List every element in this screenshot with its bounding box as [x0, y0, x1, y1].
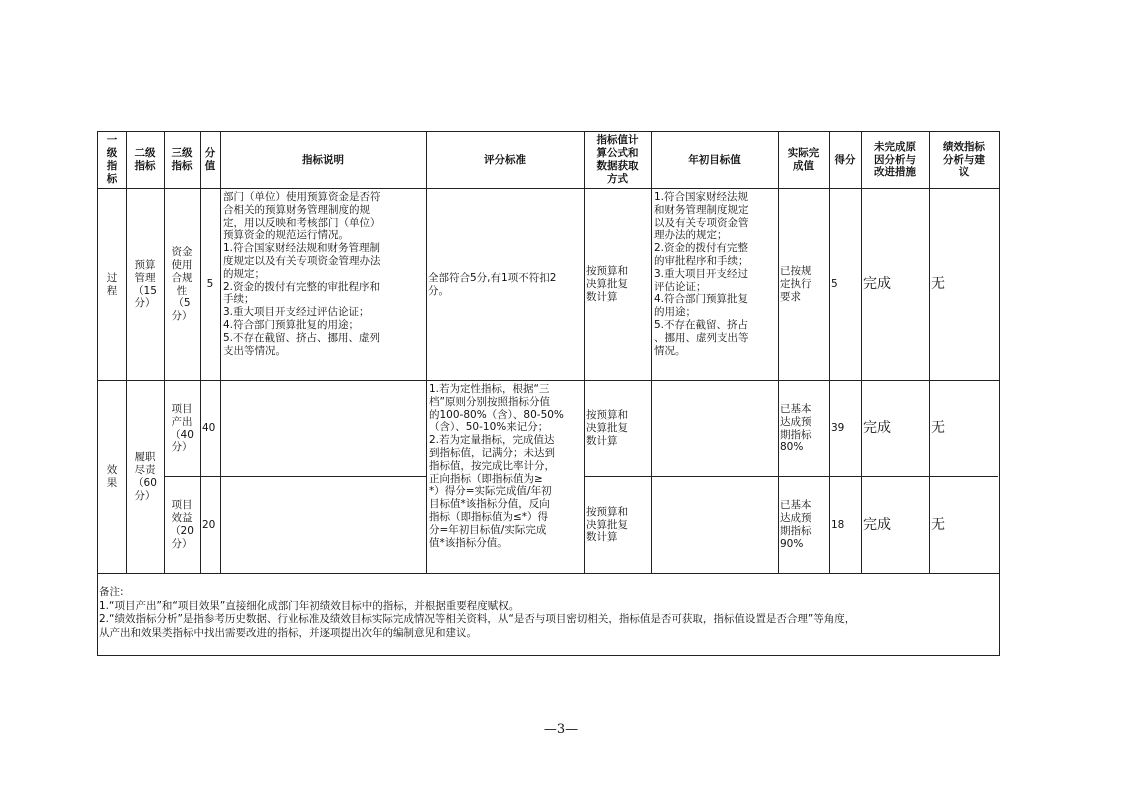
page-number: —3—	[543, 722, 579, 737]
notes-line-3: 从产出和效果类指标中找出需要改进的指标，并逐项提出次年的编制意见和建议。	[99, 626, 477, 639]
header-formula: 指标值计 算公式和 数据获取 方式	[596, 134, 639, 185]
fund-compliance-analysis: 无	[931, 276, 945, 293]
header-level2: 二级 指标	[134, 147, 156, 172]
fund-compliance-got-score: 5	[831, 278, 838, 291]
output-analysis: 无	[931, 420, 945, 437]
budget-management-level2: 预算 管理 （15 分）	[133, 258, 157, 310]
fund-compliance-reason: 完成	[863, 276, 891, 293]
header-actual: 实际完 成值	[787, 147, 820, 172]
effect-criteria: 1.若为定性指标，根据“三 档”原则分别按照指标分值 的100-80%（含）、80-50% （含）、50-10%来记分； 2.若为定量指标，完成值达 到指标值，记满分；未达到 指标值，按完成比率计分， 正向指标（即指标值为≥ *）得分=实际完成值/年初 目标值*该指标分值，反向 指标（即指标值为≤*）得 分=年初目标值/实际完成 值*该指标分值。	[429, 383, 564, 549]
benefit-score: 20	[202, 518, 216, 531]
header-level3: 三级 指标	[171, 147, 193, 172]
header-score: 分 值	[204, 147, 216, 172]
performance-table	[97, 131, 1000, 656]
fund-compliance-score: 5	[206, 278, 214, 291]
output-actual: 已基本 达成预 期指标 80%	[780, 402, 812, 454]
output-level3: 项目 产出 （40 分）	[170, 402, 194, 454]
fund-compliance-actual: 已按规 定执行 要求	[780, 265, 812, 303]
benefit-level3: 项目 效益 （20 分）	[170, 499, 194, 550]
header-got-score: 得分	[834, 153, 856, 166]
header-criteria: 评分标准	[484, 153, 526, 166]
header-reason: 未完成原 因分析与 改进措施	[874, 140, 916, 179]
fund-compliance-level3: 资金 使用 合规 性 （5 分）	[171, 246, 193, 323]
output-score: 40	[202, 422, 216, 435]
header-analysis: 绩效指标 分析与建 议	[943, 140, 985, 179]
benefit-actual: 已基本 达成预 期指标 90%	[780, 499, 812, 550]
benefit-analysis: 无	[931, 516, 945, 533]
notes-line-1: 1.“项目产出”和“项目效果”直接细化成部门年初绩效目标中的指标，并根据重要程度赋权。	[99, 599, 520, 612]
notes-title: 备注:	[99, 586, 124, 598]
duty-level2: 履职 尽责 （60 分）	[133, 451, 157, 502]
effect-level1: 效 果	[106, 464, 118, 489]
benefit-got-score: 18	[831, 518, 845, 531]
output-reason: 完成	[863, 420, 891, 437]
header-level1: 一 级 指 标	[106, 134, 118, 185]
fund-compliance-criteria: 全部符合5分,有1项不符扣2 分。	[428, 271, 557, 297]
process-level1: 过 程	[106, 271, 118, 297]
benefit-formula: 按预算和 决算批复 数计算	[586, 505, 628, 544]
fund-compliance-formula: 按预算和 决算批复 数计算	[586, 265, 628, 303]
fund-compliance-target: 1.符合国家财经法规 和财务管理制度规定 以及有关专项资金管 理办法的规定； 2.资金的拨付有完整 的审批程序和手续； 3.重大项目开支经过 评估论证； 4.符合部门预算批复 的用途； 5.不存在截留、挤占 、挪用、虚列支出等 情况。	[654, 191, 749, 357]
output-formula: 按预算和 决算批复 数计算	[586, 409, 628, 447]
header-target: 年初目标值	[688, 153, 741, 166]
header-description: 指标说明	[302, 153, 344, 166]
benefit-reason: 完成	[863, 516, 891, 533]
table-notes	[99, 586, 997, 640]
notes-line-2: 2.“绩效指标分析”是指参考历史数据、行业标准及绩效目标实际完成情况等相关资料，从“是否与项目密切相关，指标值是否可获取，指标值设置是否合理”等角度，	[99, 613, 856, 625]
fund-compliance-description: 部门（单位）使用预算资金是否符 合相关的预算财务管理制度的规 定，用以反映和考核部门（单位） 预算资金的规范运行情况。 1.符合国家财经法规和财务管理制 度规定以及有关专项资金管理办法 的规定； 2.资金的拨付有完整的审批程序和 手续； 3.重大项目开支经过评估论证； 4.符合部门预算批复的用途； 5.不存在截留、挤占、挪用、虚列 支出等情况。	[223, 191, 381, 357]
output-got-score: 39	[831, 422, 845, 435]
